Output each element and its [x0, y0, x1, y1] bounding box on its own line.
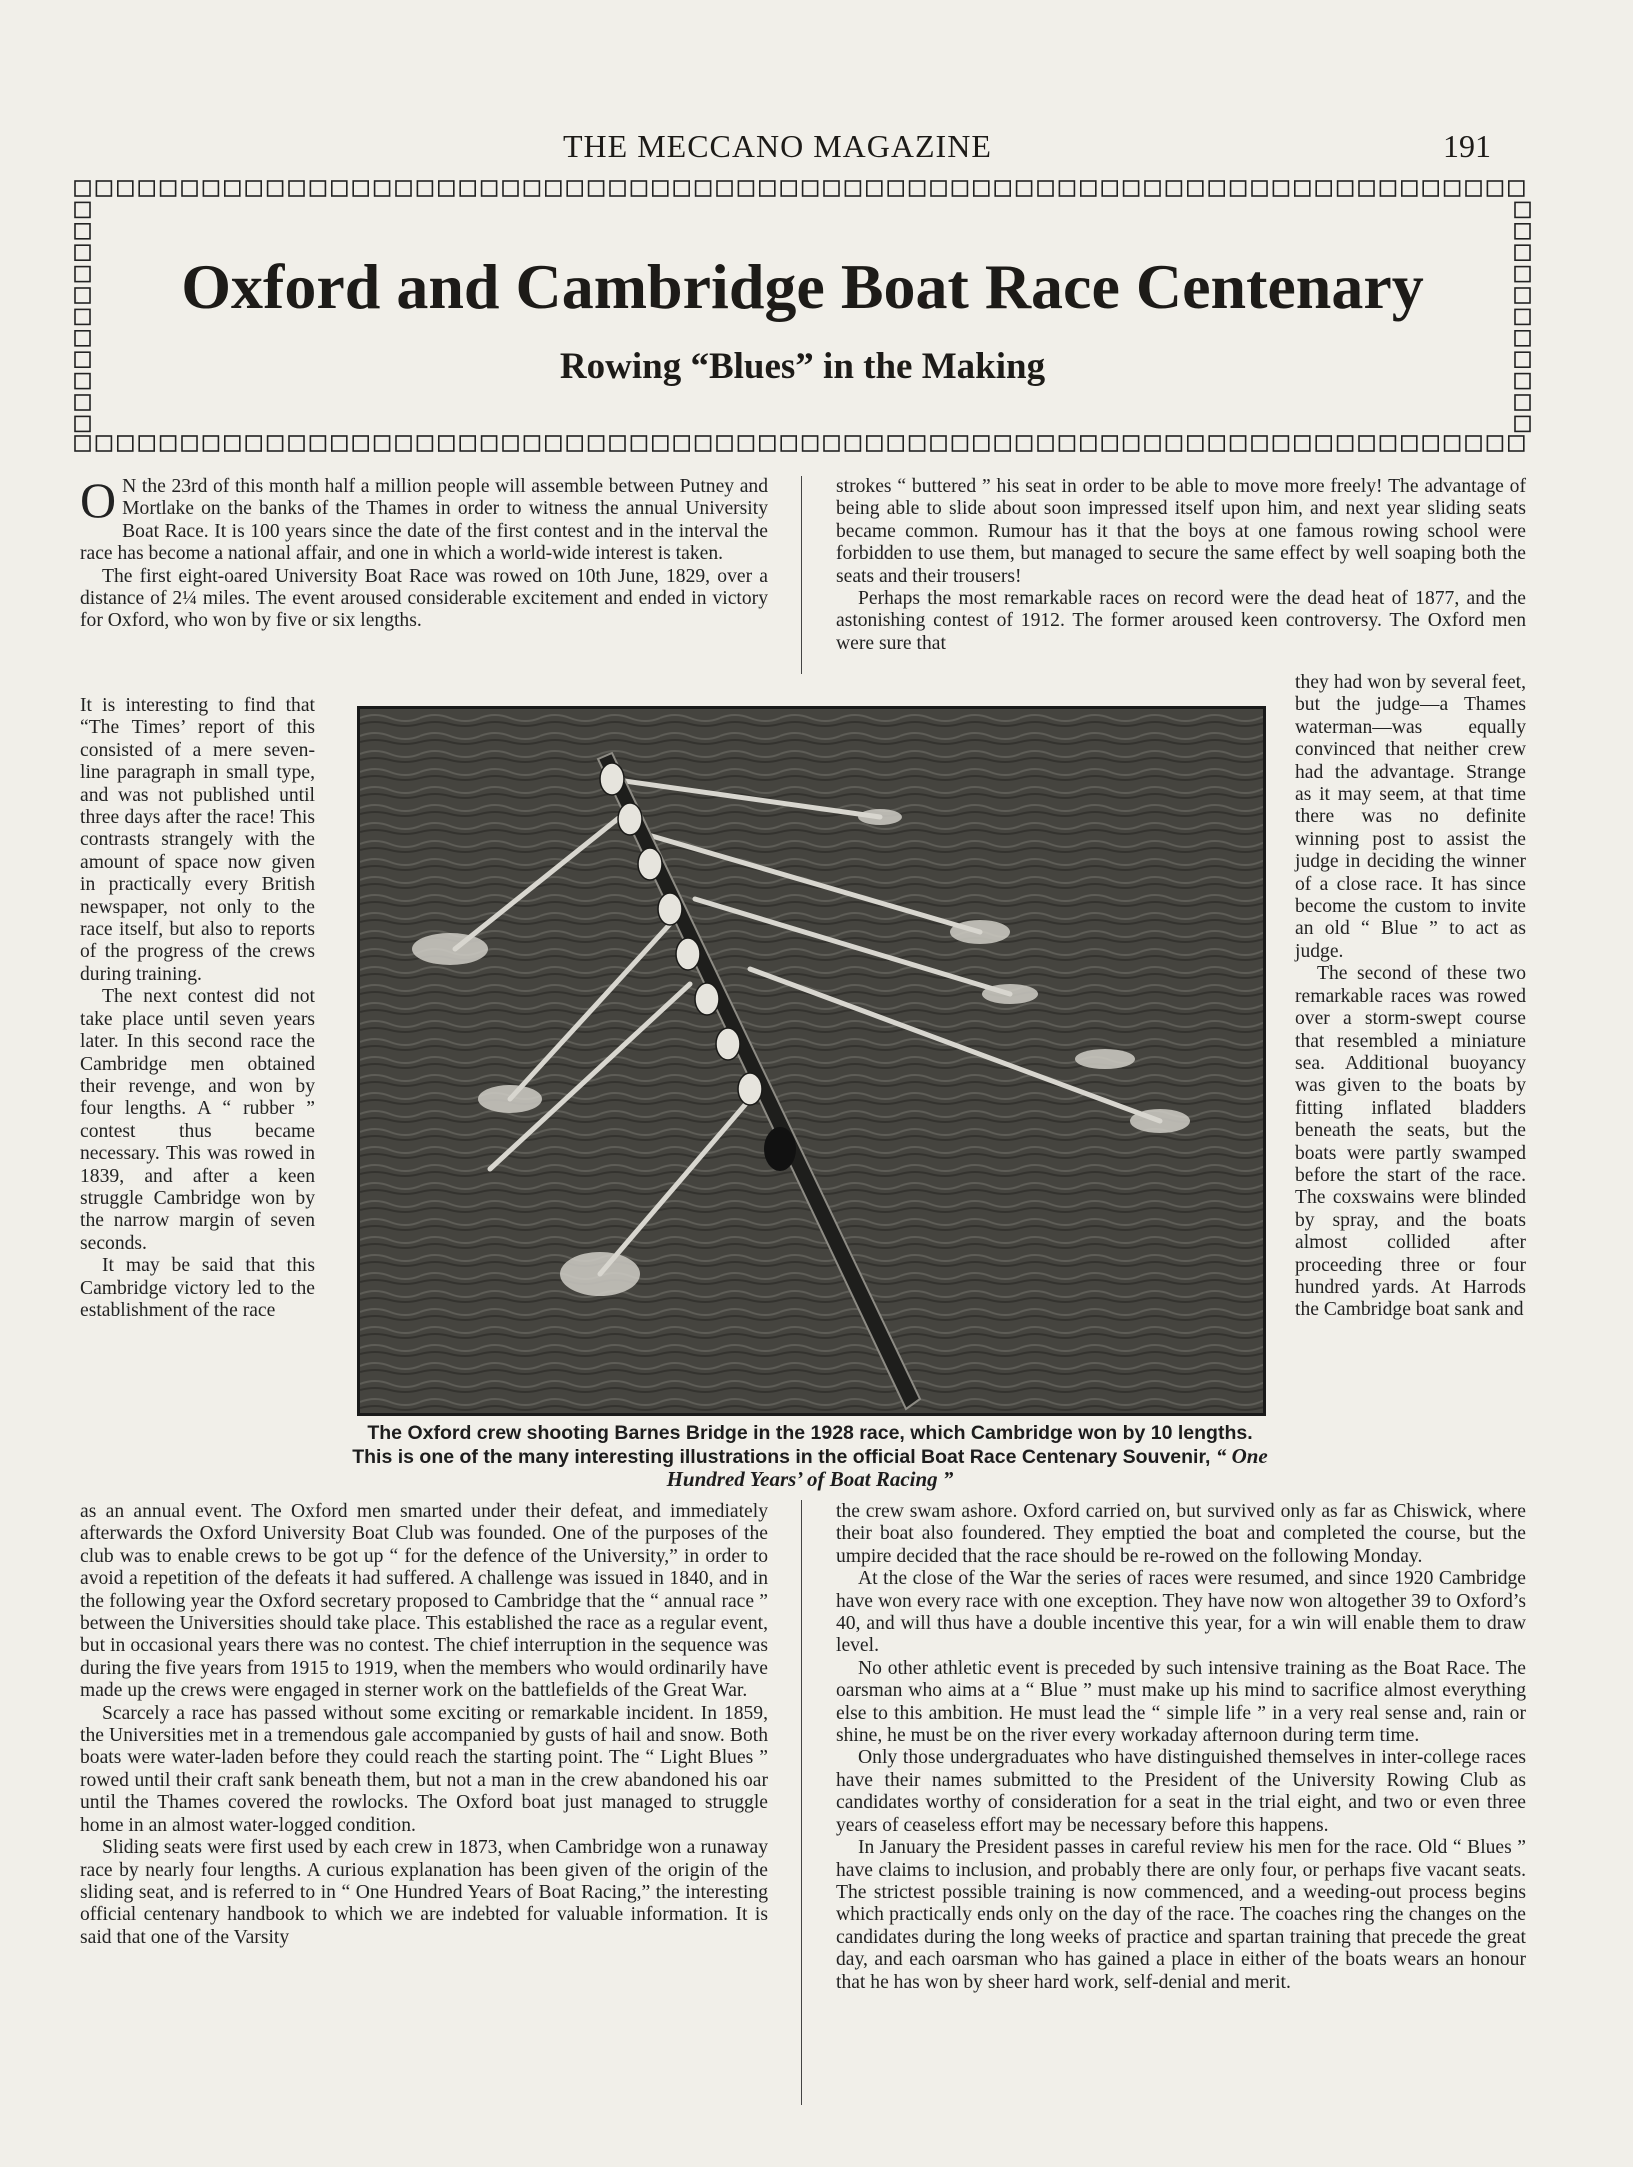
- border-square: [589, 436, 604, 451]
- border-square: [696, 181, 711, 196]
- border-square: [1295, 436, 1310, 451]
- border-square: [75, 416, 90, 431]
- border-square: [1209, 181, 1224, 196]
- border-square: [1145, 181, 1160, 196]
- border-square: [1402, 181, 1417, 196]
- border-square: [225, 436, 240, 451]
- border-square: [1209, 436, 1224, 451]
- border-square: [610, 436, 625, 451]
- paragraph: the crew swam ashore. Oxford carried on, but survived only as far as Chiswick, where their boat also foundered. They emptied the boat and completed the course, but the umpire decided that the race should be re-rowed on the following Monday.: [836, 1501, 1526, 1567]
- magazine-name: THE MECCANO MAGAZINE: [563, 128, 992, 164]
- border-square: [75, 181, 90, 196]
- border-square: [118, 436, 133, 451]
- border-square: [268, 436, 283, 451]
- border-square: [439, 181, 454, 196]
- article-column-1-narrow: [80, 695, 315, 1322]
- paragraph: [80, 472, 768, 566]
- border-square: [1445, 436, 1460, 451]
- border-square: [931, 436, 946, 451]
- border-square: [1487, 436, 1502, 451]
- border-square: [974, 181, 989, 196]
- border-square: [75, 436, 90, 451]
- paragraph: No other athletic event is preceded by such intensive training as the Boat Race. The oarsman who aims at a “ Blue ” must make up his mind to sacrifice almost everything else to this ambition. He must lead the “ simple life ” in a very real sense and, rain or shine, he must be on the river every workaday afternoon during term time.: [836, 1657, 1526, 1747]
- border-square: [1466, 436, 1481, 451]
- border-square: [717, 181, 732, 196]
- paragraph-text: N the 23rd of this month half a million people will assemble between Putney and Mortlake on the banks of the Thames in order to witness the annual University Boat Race. It is 100 years since the date of the first contest and in the interval the race has become a national affair, and one in which a world-wide interest is taken.: [80, 476, 768, 565]
- border-square: [1059, 436, 1074, 451]
- border-square: [952, 181, 967, 196]
- border-square: [1423, 436, 1438, 451]
- drop-cap: O: [80, 472, 117, 528]
- border-square: [1466, 181, 1481, 196]
- border-square: [1231, 436, 1246, 451]
- article-column-2-narrow: [1295, 672, 1526, 1322]
- border-square: [1273, 436, 1288, 451]
- border-square: [1515, 395, 1530, 410]
- border-square: [567, 181, 582, 196]
- border-square: [952, 436, 967, 451]
- paragraph: Sliding seats were first used by each crew in 1873, when Cambridge won a runaway race by nearly four lengths. A curious explanation has been given of the origin of the sliding seat, and is referred to in “ One Hundred Years of Boat Racing,” the interesting official centenary handbook to which we are indebted for valuable information. It is said that one of the Varsity: [80, 1837, 768, 1948]
- border-square: [867, 436, 882, 451]
- border-square: [1487, 181, 1502, 196]
- coxswain: [764, 1127, 796, 1171]
- border-square: [289, 181, 304, 196]
- border-square: [75, 395, 90, 410]
- caption-book-title: “ One Hundred Years’ of Boat Racing ”: [666, 1443, 1268, 1491]
- border-square: [1509, 436, 1524, 451]
- border-square: [567, 436, 582, 451]
- border-square: [1124, 436, 1139, 451]
- border-square: [1515, 202, 1530, 217]
- paragraph: It may be said that this Cambridge victory led to the establishment of the race: [80, 1255, 315, 1321]
- border-square: [546, 436, 561, 451]
- article-column-1-bottom: [80, 1501, 768, 1949]
- border-square: [225, 181, 240, 196]
- paragraph: In January the President passes in careful review his men for the race. Old “ Blues ” have claims to inclusion, and probably there are only four, or perhaps five vacant seats. The strictest possible training is now commenced, and a weeding-out process begins which practically ends only on the day of the race. The coaches ring the changes on the candidates during the long weeks of practice and spartan training that precede the great day, and each oarsman who has gained a place in either of the boats wears an honour that he has won by sheer hard work, self-denial and merit.: [836, 1837, 1526, 1993]
- border-square: [888, 181, 903, 196]
- border-square: [1081, 181, 1096, 196]
- border-square: [139, 436, 154, 451]
- border-square: [182, 436, 197, 451]
- border-square: [1059, 181, 1074, 196]
- border-square: [482, 436, 497, 451]
- border-square: [1295, 181, 1310, 196]
- border-square: [1445, 181, 1460, 196]
- border-square: [396, 436, 411, 451]
- border-square: [845, 181, 860, 196]
- running-head: [0, 128, 1633, 168]
- border-square: [482, 181, 497, 196]
- border-square: [161, 181, 176, 196]
- border-square: [845, 436, 860, 451]
- border-square: [1038, 436, 1053, 451]
- rowing-eight-illustration: [360, 709, 1263, 1413]
- border-square: [417, 436, 432, 451]
- border-square: [1188, 181, 1203, 196]
- border-square: [803, 436, 818, 451]
- border-square: [503, 436, 518, 451]
- border-square: [1515, 331, 1530, 346]
- border-square: [524, 436, 539, 451]
- border-square: [1145, 436, 1160, 451]
- border-square: [1166, 181, 1181, 196]
- border-square: [1402, 436, 1417, 451]
- border-square: [910, 181, 925, 196]
- border-square: [1102, 181, 1117, 196]
- paragraph: they had won by several feet, but the judge—a Thames waterman—was equally convinced that neither crew had the advantage. Strange as it may seem, at that time there was no definite winning post to assist the judge in deciding the winner of a close race. It has since become the custom to invite an old “ Blue ” to act as judge.: [1295, 672, 1526, 962]
- border-square: [674, 436, 689, 451]
- border-square: [1081, 436, 1096, 451]
- border-square: [289, 436, 304, 451]
- caption-text: The Oxford crew shooting Barnes Bridge in the 1928 race, which Cambridge won by 10 lengths. This is one of the many interesting illustrations in the official Boat Race Centenary Souvenir,: [352, 1422, 1253, 1468]
- border-square: [760, 436, 775, 451]
- border-square: [417, 181, 432, 196]
- article-column-2-bottom: [836, 1501, 1526, 1994]
- border-square: [717, 436, 732, 451]
- border-square: [653, 181, 668, 196]
- paragraph: The next contest did not take place until seven years later. In this second race the Cambridge men obtained their revenge, and won by four lengths. A “ rubber ” contest thus became necessary. This was rowed in 1839, and after a keen struggle Cambridge won by the narrow margin of seven seconds.: [80, 986, 315, 1254]
- border-square: [353, 436, 368, 451]
- border-square: [1231, 181, 1246, 196]
- photo-caption: [350, 1422, 1270, 1492]
- border-square: [246, 181, 261, 196]
- column-divider: [801, 1500, 802, 2105]
- border-square: [781, 436, 796, 451]
- border-square: [1509, 181, 1524, 196]
- border-square: [696, 436, 711, 451]
- border-square: [910, 436, 925, 451]
- article-column-2-top: [836, 476, 1526, 655]
- paragraph: as an annual event. The Oxford men smarted under their defeat, and immediately afterwards the Oxford University Boat Club was founded. One of the purposes of the club was to enable crews to be got up “ for the defence of the University,” in order to avoid a repetition of the defeats it had suffered. A challenge was issued in 1840, and in the following year the Oxford secretary proposed to Cambridge that the “ annual race ” between the Universities should take place. This established the race as a regular event, but in occasional years there was no contest. The chief interruption in the sequence was during the five years from 1915 to 1919, when the members who would ordinarily have made up the crews were engaged in sterner work on the battlefields of the Great War.: [80, 1501, 768, 1702]
- border-square: [1273, 181, 1288, 196]
- border-square: [375, 436, 390, 451]
- border-square: [1316, 436, 1331, 451]
- border-square: [653, 436, 668, 451]
- border-square: [738, 181, 753, 196]
- border-square: [1380, 181, 1395, 196]
- border-square: [310, 436, 325, 451]
- border-square: [503, 181, 518, 196]
- border-square: [161, 436, 176, 451]
- article-subtitle: Rowing “Blues” in the Making: [559, 346, 1046, 387]
- paragraph: It is interesting to find that “The Times’ report of this consisted of a mere seven-line paragraph in small type, and was not published until three days after the race! This contrasts strangely with the amount of space now given in practically every British newspaper, not only to the race itself, but also to reports of the progress of the crews during training.: [80, 695, 315, 985]
- border-square: [1359, 436, 1374, 451]
- border-square: [268, 181, 283, 196]
- border-square: [75, 331, 90, 346]
- paragraph: The second of these two remarkable races was rowed over a storm-swept course that resembled a miniature sea. Additional buoyancy was given to the boats by fitting inflated bladders beneath the seats, but the boats were partly swamped before the start of the race. The coxswains were blinded by spray, and the boats almost collided after proceeding three or four hundred yards. At Harrods the Cambridge boat sank and: [1295, 963, 1526, 1321]
- border-square: [1338, 181, 1353, 196]
- border-square: [1423, 181, 1438, 196]
- title-box: [74, 180, 1531, 452]
- border-square: [1102, 436, 1117, 451]
- paragraph: Only those undergraduates who have distinguished themselves in inter-college races have their names submitted to the President of the University Rowing Club as candidates worthy of consideration for a seat in the trial eight, and two or even three years of ceaseless effort may be necessary before this happens.: [836, 1747, 1526, 1836]
- border-square: [439, 436, 454, 451]
- border-square: [182, 181, 197, 196]
- border-square: [1359, 181, 1374, 196]
- border-square: [760, 181, 775, 196]
- border-square: [353, 181, 368, 196]
- border-square: [931, 181, 946, 196]
- paragraph: At the close of the War the series of races were resumed, and since 1920 Cambridge have won every race with one exception. They have now won altogether 39 to Oxford’s 40, and will thus have a double incentive this year, for a win will enable them to draw level.: [836, 1568, 1526, 1657]
- border-square: [781, 181, 796, 196]
- border-square: [589, 181, 604, 196]
- paragraph: strokes “ buttered ” his seat in order to be able to move more freely! The advantage of being able to slide about soon impressed itself upon him, and next year sliding seats became common. Rumour has it that the boys at one famous rowing school were forbidden to use them, but managed to secure the same effect by well soaping both the seats and their trousers!: [836, 476, 1526, 587]
- border-square: [332, 436, 347, 451]
- border-square: [867, 181, 882, 196]
- border-square: [96, 181, 111, 196]
- border-square: [396, 181, 411, 196]
- border-square: [824, 436, 839, 451]
- border-square: [631, 436, 646, 451]
- border-square: [610, 181, 625, 196]
- article-column-1-top: [80, 472, 768, 633]
- border-square: [1515, 416, 1530, 431]
- border-square: [203, 181, 218, 196]
- article-title: Oxford and Cambridge Boat Race Centenary: [181, 251, 1424, 322]
- border-square: [1338, 436, 1353, 451]
- border-square: [1166, 436, 1181, 451]
- border-square: [1252, 436, 1267, 451]
- border-square: [546, 181, 561, 196]
- border-square: [1038, 181, 1053, 196]
- border-square: [460, 436, 475, 451]
- border-square: [246, 436, 261, 451]
- border-square: [738, 436, 753, 451]
- border-square: [1316, 181, 1331, 196]
- border-square: [118, 181, 133, 196]
- border-square: [375, 181, 390, 196]
- border-square: [1515, 224, 1530, 239]
- border-square: [888, 436, 903, 451]
- paragraph: Perhaps the most remarkable races on record were the dead heat of 1877, and the astonishing contest of 1912. The former aroused keen controversy. The Oxford men were sure that: [836, 588, 1526, 654]
- border-square: [203, 436, 218, 451]
- border-square: [1188, 436, 1203, 451]
- border-square: [460, 181, 475, 196]
- border-square: [631, 181, 646, 196]
- border-square: [524, 181, 539, 196]
- border-square: [139, 181, 154, 196]
- border-square: [1017, 436, 1032, 451]
- border-square: [995, 436, 1010, 451]
- column-divider: [801, 476, 802, 674]
- page-number: 191: [1443, 128, 1491, 164]
- border-square: [75, 202, 90, 217]
- border-square: [995, 181, 1010, 196]
- border-square: [1124, 181, 1139, 196]
- border-square: [824, 181, 839, 196]
- paragraph: The first eight-oared University Boat Race was rowed on 10th June, 1829, over a distance of 2¼ miles. The event aroused considerable excitement and ended in victory for Oxford, who won by five or six lengths.: [80, 565, 768, 632]
- border-square: [1252, 181, 1267, 196]
- border-square: [1017, 181, 1032, 196]
- border-square: [332, 181, 347, 196]
- rowing-photo: [357, 706, 1266, 1416]
- border-square: [96, 436, 111, 451]
- border-square: [1380, 436, 1395, 451]
- border-square: [310, 181, 325, 196]
- border-square: [674, 181, 689, 196]
- border-square: [75, 224, 90, 239]
- paragraph: Scarcely a race has passed without some exciting or remarkable incident. In 1859, the Universities met in a tremendous gale accompanied by gusts of hail and snow. Both boats were water-laden before they could reach the starting point. The “ Light Blues ” rowed until their craft sank beneath them, but not a man in the crew abandoned his oar until the Thames covered the rowlocks. The Oxford boat just managed to struggle home in an almost water-logged condition.: [80, 1702, 768, 1836]
- border-square: [974, 436, 989, 451]
- border-square: [803, 181, 818, 196]
